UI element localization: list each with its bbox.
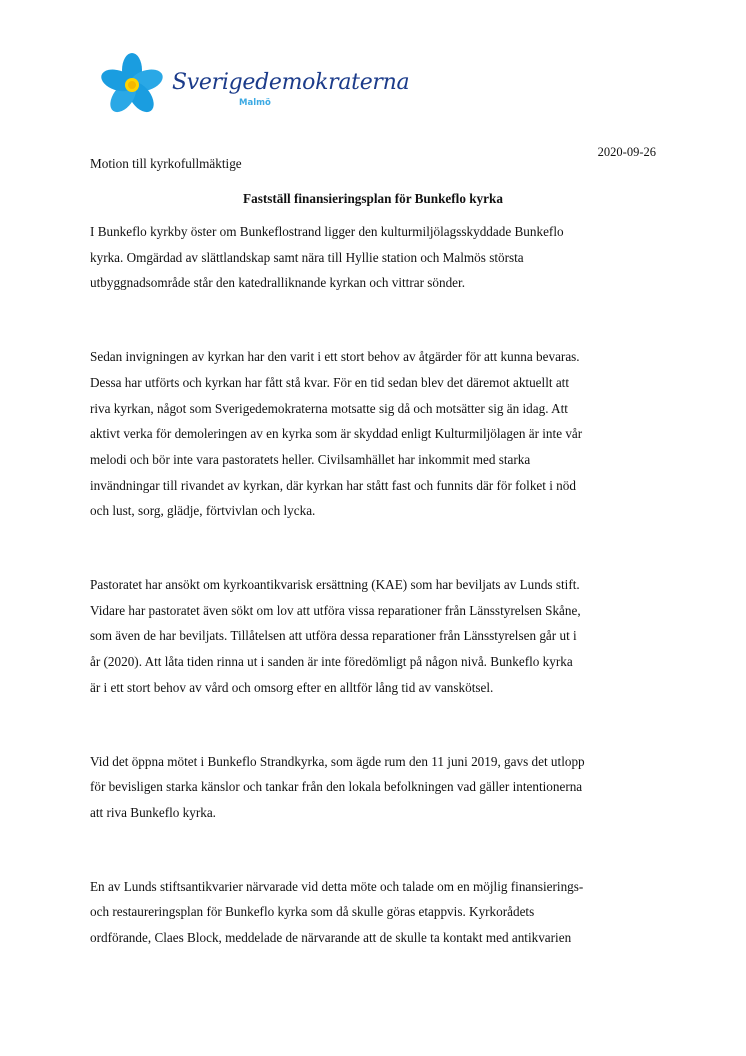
logo-wordmark: Sverigedemokraterna (172, 70, 410, 95)
text-line: som även de har beviljats. Tillåtelsen att utföra dessa reparationer från Länsstyrelsen går ut i (90, 628, 577, 644)
text-line: ordförande, Claes Block, meddelade de närvarande att de skulle ta kontakt med antikvarien (90, 930, 572, 946)
text-line: melodi och bör inte vara pastoratets heller. Civilsamhället har inkommit med starka (90, 451, 531, 467)
flower-logo-icon (96, 52, 172, 118)
logo-subtitle: Malmö (239, 98, 271, 108)
party-logo (96, 52, 410, 122)
text-line: invändningar till rivandet av kyrkan, där kyrkan har stått fast och funnits där för folket i nöd (90, 477, 576, 493)
text-line: Pastoratet har ansökt om kyrkoantikvarisk ersättning (KAE) som har beviljats av Lunds stift. (90, 577, 580, 593)
paragraph (90, 572, 656, 701)
paragraph (90, 219, 656, 296)
text-line: att riva Bunkeflo kyrka. (90, 804, 216, 820)
text-line: riva kyrkan, något som Sverigedemokraterna motsatte sig då och motsätter sig än idag. Att (90, 400, 568, 416)
text-line: utbyggnadsområde står den katedralliknande kyrkan och vittrar sönder. (90, 275, 465, 291)
text-line: Vidare har pastoratet även sökt om lov att utföra vissa reparationer från Länsstyrelsen Skåne, (90, 602, 581, 618)
paragraph (90, 874, 656, 951)
text-line: och restaureringsplan för Bunkeflo kyrka som då skulle göras etappvis. Kyrkorådets (90, 904, 535, 920)
text-line: Vid det öppna mötet i Bunkeflo Strandkyrka, som ägde rum den 11 juni 2019, gavs det utlopp (90, 753, 585, 769)
document-date: 2020-09-26 (597, 145, 656, 159)
text-line: är i ett stort behov av vård och omsorg efter en alltför lång tid av vanskötsel. (90, 679, 494, 695)
text-line: kyrka. Omgärdad av slättlandskap samt nära till Hyllie station och Malmös största (90, 249, 524, 265)
paragraph (90, 749, 656, 826)
text-line: aktivt verka för demoleringen av en kyrka som är skyddad enligt Kulturmiljölagen är inte vår (90, 426, 583, 442)
paragraph (90, 344, 656, 524)
text-line: Dessa har utförts och kyrkan har fått stå kvar. För en tid sedan blev det däremot aktuellt att (90, 374, 569, 390)
document-body (90, 219, 656, 980)
document-recipient: Motion till kyrkofullmäktige (90, 156, 242, 171)
text-line: Sedan invigningen av kyrkan har den varit i ett stort behov av åtgärder för att kunna bevaras. (90, 349, 580, 365)
document-title: Fastställ finansieringsplan för Bunkeflo kyrka (243, 191, 503, 206)
text-line: år (2020). Att låta tiden rinna ut i sanden är inte föredömligt på någon nivå. Bunkeflo kyrka (90, 654, 573, 670)
text-line: för bevisligen starka känslor och tankar från den lokala befolkningen vad gäller intentionerna (90, 779, 583, 795)
text-line: En av Lunds stiftsantikvarier närvarade vid detta möte och talade om en möjlig finansierings- (90, 878, 584, 894)
text-line: och lust, sorg, glädje, förtvivlan och lycka. (90, 503, 316, 519)
text-line: I Bunkeflo kyrkby öster om Bunkeflostrand ligger den kulturmiljölagsskyddade Bunkeflo (90, 224, 564, 239)
